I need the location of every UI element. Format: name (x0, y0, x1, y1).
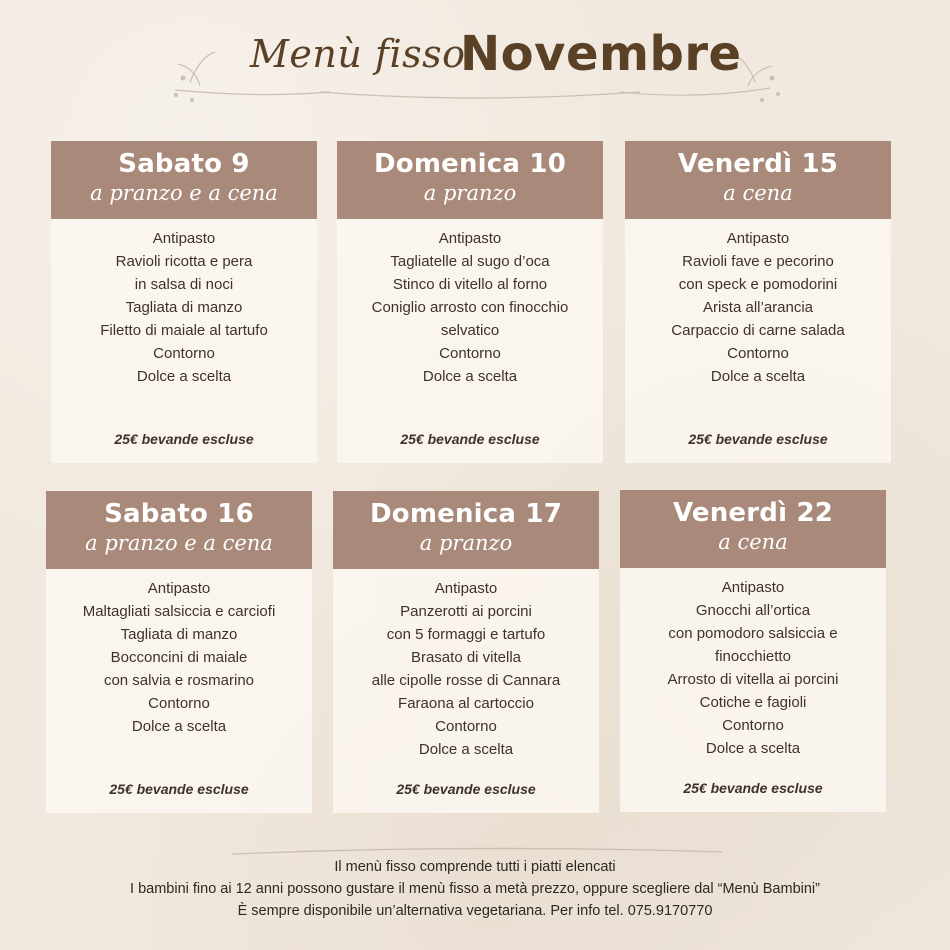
menu-card (333, 491, 599, 813)
list-item: Antipasto (438, 230, 502, 247)
list-item: Antipasto (721, 579, 785, 596)
price-label: 25€ bevande escluse (400, 431, 540, 447)
dish-list (333, 577, 599, 761)
list-item: con pomodoro salsiccia e (668, 625, 838, 642)
card-day: Venerdì 15 (677, 149, 839, 179)
card-meal-time: a pranzo (419, 531, 513, 555)
card-meal-time: a cena (723, 181, 793, 205)
list-item: Ravioli ricotta e pera (115, 253, 253, 270)
dish-list (46, 577, 312, 738)
list-item: Tagliata di manzo (125, 299, 243, 316)
list-item: Gnocchi all’ortica (695, 602, 811, 619)
list-item: Contorno (148, 695, 210, 712)
list-item: Dolce a scelta (136, 368, 232, 385)
list-item: Antipasto (726, 230, 790, 247)
card-day: Venerdì 22 (672, 498, 834, 528)
list-item: Bocconcini di maiale (110, 649, 248, 666)
menu-card (337, 141, 603, 463)
card-header (337, 141, 603, 219)
list-item: in salsa di noci (134, 276, 234, 293)
list-item: Dolce a scelta (422, 368, 518, 385)
list-item: Dolce a scelta (418, 741, 514, 758)
card-meal-time: a pranzo e a cena (85, 531, 273, 555)
card-meal-time: a cena (718, 530, 788, 554)
dish-list (51, 227, 317, 388)
price-label: 25€ bevande escluse (109, 781, 249, 797)
price-label: 25€ bevande escluse (683, 780, 823, 796)
list-item: Dolce a scelta (705, 740, 801, 757)
dish-list (625, 227, 891, 388)
list-item: Carpaccio di carne salada (671, 322, 845, 339)
card-meal-time: a pranzo (423, 181, 517, 205)
price-label: 25€ bevande escluse (396, 781, 536, 797)
list-item: con salvia e rosmarino (103, 672, 255, 689)
card-header (625, 141, 891, 219)
page-title: Novembre (460, 26, 742, 82)
list-item: Cotiche e fagioli (699, 694, 807, 711)
list-item: con 5 formaggi e tartufo (386, 626, 546, 643)
list-item: Brasato di vitella (410, 649, 522, 666)
card-day: Sabato 16 (104, 499, 254, 529)
price-label: 25€ bevande escluse (114, 431, 254, 447)
menu-card (620, 490, 886, 812)
list-item: Contorno (727, 345, 789, 362)
card-meal-time: a pranzo e a cena (90, 181, 278, 205)
list-item: Panzerotti ai porcini (400, 603, 532, 620)
list-item: con speck e pomodorini (678, 276, 838, 293)
menu-card (625, 141, 891, 463)
list-item: Contorno (722, 717, 784, 734)
price-label: 25€ bevande escluse (688, 431, 828, 447)
list-item: Antipasto (152, 230, 216, 247)
header (0, 20, 950, 110)
card-day: Domenica 17 (370, 499, 562, 529)
list-item: Arrosto di vitella ai porcini (667, 671, 839, 688)
list-item: Tagliatelle al sugo d’oca (390, 253, 550, 270)
list-item: Filetto di maiale al tartufo (100, 322, 268, 339)
list-item: Tagliata di manzo (120, 626, 238, 643)
menu-fisso-label: Menù fisso (250, 32, 466, 76)
footer-note: I bambini fino ai 12 anni possono gustare il menù fisso a metà prezzo, oppure scegliere dal “Menù Bambini” (130, 881, 820, 897)
list-item: Contorno (435, 718, 497, 735)
footer-note: È sempre disponibile un’alternativa vegetariana. Per info tel. 075.9170770 (237, 903, 713, 919)
list-item: finocchietto (715, 648, 791, 665)
card-day: Domenica 10 (374, 149, 566, 179)
dish-list (337, 227, 603, 388)
list-item: selvatico (440, 322, 500, 339)
list-item: Maltagliati salsiccia e carciofi (82, 603, 276, 620)
list-item: Contorno (439, 345, 501, 362)
list-item: Antipasto (434, 580, 498, 597)
list-item: Faraona al cartoccio (398, 695, 534, 712)
card-header (46, 491, 312, 569)
card-header (51, 141, 317, 219)
list-item: alle cipolle rosse di Cannara (371, 672, 561, 689)
dish-list (620, 576, 886, 760)
footer-note: Il menù fisso comprende tutti i piatti elencati (334, 859, 616, 875)
list-item: Dolce a scelta (131, 718, 227, 735)
list-item: Stinco di vitello al forno (392, 276, 548, 293)
card-header (333, 491, 599, 569)
menu-card (51, 141, 317, 463)
list-item: Arista all’arancia (702, 299, 814, 316)
card-header (620, 490, 886, 568)
list-item: Contorno (153, 345, 215, 362)
list-item: Ravioli fave e pecorino (682, 253, 834, 270)
footer-notes (0, 856, 950, 922)
list-item: Coniglio arrosto con finocchio (371, 299, 569, 316)
menu-card (46, 491, 312, 813)
list-item: Antipasto (147, 580, 211, 597)
card-day: Sabato 9 (118, 149, 250, 179)
list-item: Dolce a scelta (710, 368, 806, 385)
